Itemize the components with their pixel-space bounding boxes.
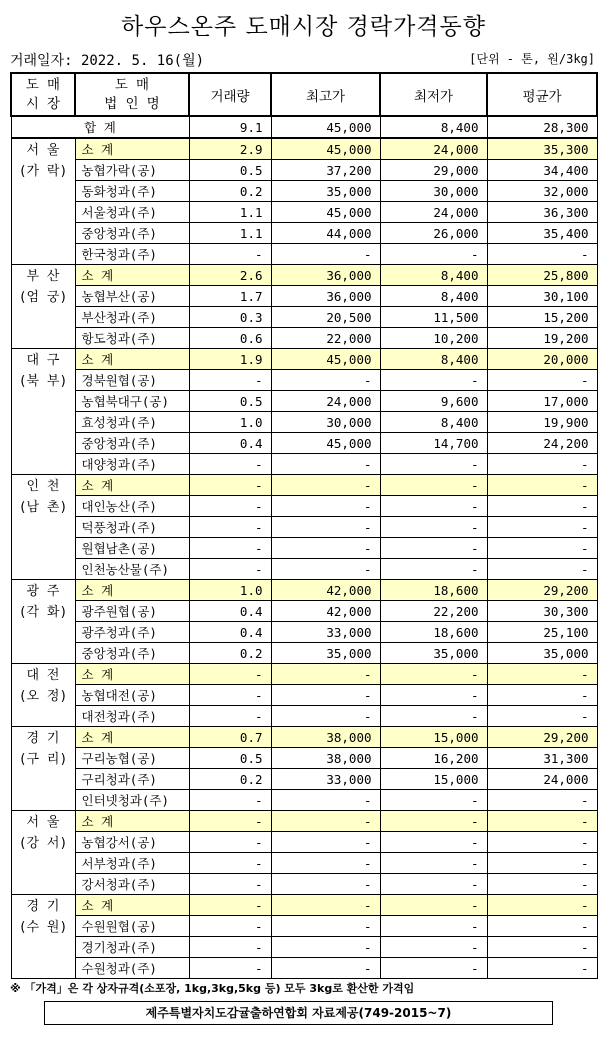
volume-cell: 0.2 xyxy=(189,181,271,202)
volume-cell: - xyxy=(189,685,271,706)
volume-cell: 1.0 xyxy=(189,412,271,433)
table-row xyxy=(11,706,597,727)
min-cell: 18,600 xyxy=(380,580,487,601)
max-cell: 30,000 xyxy=(271,412,380,433)
firm-name: 원협남촌(공) xyxy=(75,538,189,559)
firm-name: 농협가락(공) xyxy=(75,160,189,181)
max-cell: 38,000 xyxy=(271,727,380,748)
firm-name: 구리청과(주) xyxy=(75,769,189,790)
avg-cell: 24,200 xyxy=(487,433,597,454)
volume-cell: 0.2 xyxy=(189,769,271,790)
min-cell: - xyxy=(380,853,487,874)
avg-cell: - xyxy=(487,538,597,559)
header-market: 도 매 시 장 xyxy=(11,73,75,116)
avg-cell: 36,300 xyxy=(487,202,597,223)
volume-cell: - xyxy=(189,538,271,559)
market-city: 부 산 xyxy=(26,269,60,284)
volume-cell: 0.5 xyxy=(189,160,271,181)
max-cell: - xyxy=(271,937,380,958)
max-cell: - xyxy=(271,874,380,895)
total-max: 45,000 xyxy=(271,116,380,138)
max-cell: 35,000 xyxy=(271,643,380,664)
max-cell: 20,500 xyxy=(271,307,380,328)
total-label: 합 계 xyxy=(11,116,189,138)
market-name xyxy=(11,727,75,811)
table-row xyxy=(11,328,597,349)
avg-cell: 35,000 xyxy=(487,643,597,664)
min-cell: - xyxy=(380,958,487,979)
max-cell: - xyxy=(271,244,380,265)
max-cell: - xyxy=(271,895,380,916)
subtotal-row xyxy=(11,475,597,496)
avg-cell: - xyxy=(487,916,597,937)
max-cell: 37,200 xyxy=(271,160,380,181)
avg-cell: 35,300 xyxy=(487,138,597,160)
max-cell: 45,000 xyxy=(271,202,380,223)
min-cell: - xyxy=(380,517,487,538)
avg-cell: 29,200 xyxy=(487,727,597,748)
volume-cell: - xyxy=(189,958,271,979)
market-name xyxy=(11,349,75,475)
firm-name: 효성청과(주) xyxy=(75,412,189,433)
min-cell: - xyxy=(380,895,487,916)
volume-cell: 1.1 xyxy=(189,223,271,244)
avg-cell: - xyxy=(487,958,597,979)
table-row xyxy=(11,958,597,979)
market-name xyxy=(11,811,75,895)
subtotal-row xyxy=(11,895,597,916)
avg-cell: 30,300 xyxy=(487,601,597,622)
avg-cell: - xyxy=(487,811,597,832)
min-cell: 22,200 xyxy=(380,601,487,622)
avg-cell: - xyxy=(487,706,597,727)
min-cell: - xyxy=(380,916,487,937)
volume-cell: - xyxy=(189,874,271,895)
firm-name: 농협북대구(공) xyxy=(75,391,189,412)
min-cell: 18,600 xyxy=(380,622,487,643)
footnote: ※ 「가격」은 각 상자규격(소포장, 1kg,3kg,5kg 등) 모두 3kg로 환산한 가격임 xyxy=(10,982,415,995)
table-row xyxy=(11,202,597,223)
min-cell: 29,000 xyxy=(380,160,487,181)
unit-label: [단위 - 톤, 원/3kg] xyxy=(469,52,595,66)
volume-cell: - xyxy=(189,937,271,958)
market-city: 대 전 xyxy=(26,668,60,683)
max-cell: 36,000 xyxy=(271,286,380,307)
total-volume: 9.1 xyxy=(189,116,271,138)
min-cell: 9,600 xyxy=(380,391,487,412)
market-city: 경 기 xyxy=(26,731,60,746)
table-row xyxy=(11,412,597,433)
firm-name: 대인농산(주) xyxy=(75,496,189,517)
max-cell: 42,000 xyxy=(271,601,380,622)
table-row xyxy=(11,643,597,664)
max-cell: - xyxy=(271,475,380,496)
subtotal-row xyxy=(11,349,597,370)
table-row xyxy=(11,622,597,643)
source-credit: 제주특별자치도감귤출하연합회 자료제공(749-2015~7) xyxy=(44,1001,553,1025)
market-city: 대 구 xyxy=(26,353,60,368)
avg-cell: - xyxy=(487,790,597,811)
firm-name: 부산청과(주) xyxy=(75,307,189,328)
table-row xyxy=(11,538,597,559)
avg-cell: 19,900 xyxy=(487,412,597,433)
volume-cell: - xyxy=(189,664,271,685)
firm-name: 소 계 xyxy=(75,664,189,685)
firm-name: 광주원협(공) xyxy=(75,601,189,622)
min-cell: 15,000 xyxy=(380,769,487,790)
min-cell: - xyxy=(380,454,487,475)
firm-name: 소 계 xyxy=(75,349,189,370)
header-min: 최저가 xyxy=(380,73,487,116)
volume-cell: - xyxy=(189,916,271,937)
min-cell: - xyxy=(380,370,487,391)
max-cell: - xyxy=(271,811,380,832)
price-table xyxy=(10,72,598,979)
min-cell: 35,000 xyxy=(380,643,487,664)
min-cell: 14,700 xyxy=(380,433,487,454)
firm-name: 서부청과(주) xyxy=(75,853,189,874)
header-firm: 도 매 법 인 명 xyxy=(75,73,189,116)
volume-cell: - xyxy=(189,475,271,496)
avg-cell: 17,000 xyxy=(487,391,597,412)
table-row xyxy=(11,769,597,790)
market-district: (강 서) xyxy=(18,836,68,851)
market-city: 인 천 xyxy=(26,479,60,494)
table-row xyxy=(11,454,597,475)
volume-cell: - xyxy=(189,895,271,916)
volume-cell: 0.2 xyxy=(189,643,271,664)
market-city: 서 울 xyxy=(26,815,60,830)
firm-name: 대전청과(주) xyxy=(75,706,189,727)
avg-cell: 25,100 xyxy=(487,622,597,643)
total-min: 8,400 xyxy=(380,116,487,138)
market-district: (각 화) xyxy=(18,605,68,620)
avg-cell: - xyxy=(487,685,597,706)
min-cell: - xyxy=(380,811,487,832)
table-row xyxy=(11,853,597,874)
subtotal-row xyxy=(11,265,597,286)
max-cell: - xyxy=(271,664,380,685)
subtotal-row xyxy=(11,727,597,748)
firm-name: 인천농산물(주) xyxy=(75,559,189,580)
firm-name: 농협부산(공) xyxy=(75,286,189,307)
max-cell: - xyxy=(271,685,380,706)
table-row xyxy=(11,307,597,328)
header-max: 최고가 xyxy=(271,73,380,116)
min-cell: 30,000 xyxy=(380,181,487,202)
market-district: (가 락) xyxy=(18,164,68,179)
avg-cell: 31,300 xyxy=(487,748,597,769)
min-cell: - xyxy=(380,244,487,265)
firm-name: 항도청과(주) xyxy=(75,328,189,349)
table-row xyxy=(11,517,597,538)
avg-cell: 29,200 xyxy=(487,580,597,601)
market-district: (수 원) xyxy=(18,920,68,935)
min-cell: - xyxy=(380,664,487,685)
market-district: (북 부) xyxy=(18,374,68,389)
firm-name: 소 계 xyxy=(75,727,189,748)
firm-name: 서울청과(주) xyxy=(75,202,189,223)
avg-cell: 30,100 xyxy=(487,286,597,307)
volume-cell: 0.7 xyxy=(189,727,271,748)
firm-name: 농협대전(공) xyxy=(75,685,189,706)
subtotal-row xyxy=(11,664,597,685)
min-cell: 8,400 xyxy=(380,349,487,370)
volume-cell: 0.5 xyxy=(189,391,271,412)
firm-name: 대양청과(주) xyxy=(75,454,189,475)
avg-cell: - xyxy=(487,517,597,538)
total-row xyxy=(11,116,597,138)
max-cell: 38,000 xyxy=(271,748,380,769)
market-name xyxy=(11,265,75,349)
date-unit-line xyxy=(10,50,595,68)
volume-cell: 0.4 xyxy=(189,433,271,454)
volume-cell: 2.9 xyxy=(189,138,271,160)
max-cell: - xyxy=(271,790,380,811)
table-row xyxy=(11,685,597,706)
min-cell: - xyxy=(380,496,487,517)
firm-name: 소 계 xyxy=(75,811,189,832)
avg-cell: 19,200 xyxy=(487,328,597,349)
max-cell: - xyxy=(271,454,380,475)
volume-cell: 0.4 xyxy=(189,622,271,643)
avg-cell: 25,800 xyxy=(487,265,597,286)
volume-cell: 0.3 xyxy=(189,307,271,328)
avg-cell: - xyxy=(487,895,597,916)
avg-cell: - xyxy=(487,874,597,895)
firm-name: 경기청과(주) xyxy=(75,937,189,958)
market-district: (오 정) xyxy=(18,689,68,704)
avg-cell: 35,400 xyxy=(487,223,597,244)
table-row xyxy=(11,874,597,895)
header-row xyxy=(11,73,597,116)
avg-cell: - xyxy=(487,664,597,685)
volume-cell: - xyxy=(189,706,271,727)
max-cell: 44,000 xyxy=(271,223,380,244)
market-city: 광 주 xyxy=(26,584,60,599)
max-cell: 33,000 xyxy=(271,769,380,790)
market-name xyxy=(11,475,75,580)
avg-cell: - xyxy=(487,832,597,853)
min-cell: - xyxy=(380,475,487,496)
max-cell: - xyxy=(271,559,380,580)
market-city: 경 기 xyxy=(26,899,60,914)
volume-cell: 0.4 xyxy=(189,601,271,622)
avg-cell: 32,000 xyxy=(487,181,597,202)
avg-cell: 20,000 xyxy=(487,349,597,370)
volume-cell: 1.0 xyxy=(189,580,271,601)
table-row xyxy=(11,559,597,580)
min-cell: 16,200 xyxy=(380,748,487,769)
market-city: 서 울 xyxy=(26,143,60,158)
max-cell: - xyxy=(271,958,380,979)
firm-name: 한국청과(주) xyxy=(75,244,189,265)
volume-cell: - xyxy=(189,559,271,580)
table-row xyxy=(11,223,597,244)
max-cell: - xyxy=(271,496,380,517)
max-cell: - xyxy=(271,832,380,853)
volume-cell: - xyxy=(189,853,271,874)
firm-name: 소 계 xyxy=(75,580,189,601)
avg-cell: - xyxy=(487,937,597,958)
firm-name: 소 계 xyxy=(75,475,189,496)
firm-name: 중앙청과(주) xyxy=(75,223,189,244)
avg-cell: 24,000 xyxy=(487,769,597,790)
volume-cell: 1.7 xyxy=(189,286,271,307)
volume-cell: - xyxy=(189,832,271,853)
min-cell: - xyxy=(380,538,487,559)
firm-name: 강서청과(주) xyxy=(75,874,189,895)
max-cell: 35,000 xyxy=(271,181,380,202)
max-cell: - xyxy=(271,517,380,538)
table-row xyxy=(11,181,597,202)
min-cell: 24,000 xyxy=(380,138,487,160)
market-name xyxy=(11,664,75,727)
volume-cell: - xyxy=(189,244,271,265)
header-volume: 거래량 xyxy=(189,73,271,116)
min-cell: 8,400 xyxy=(380,265,487,286)
table-row xyxy=(11,370,597,391)
firm-name: 소 계 xyxy=(75,138,189,160)
volume-cell: 0.6 xyxy=(189,328,271,349)
min-cell: - xyxy=(380,559,487,580)
table-row xyxy=(11,433,597,454)
firm-name: 중앙청과(주) xyxy=(75,433,189,454)
max-cell: 45,000 xyxy=(271,138,380,160)
table-row xyxy=(11,286,597,307)
volume-cell: 0.5 xyxy=(189,748,271,769)
firm-name: 덕풍청과(주) xyxy=(75,517,189,538)
page-title: 하우스온주 도매시장 경락가격동향 xyxy=(121,14,486,40)
subtotal-row xyxy=(11,580,597,601)
avg-cell: - xyxy=(487,370,597,391)
table-row xyxy=(11,832,597,853)
min-cell: - xyxy=(380,706,487,727)
min-cell: 24,000 xyxy=(380,202,487,223)
table-row xyxy=(11,916,597,937)
volume-cell: 1.1 xyxy=(189,202,271,223)
max-cell: 22,000 xyxy=(271,328,380,349)
table-row xyxy=(11,790,597,811)
max-cell: 45,000 xyxy=(271,349,380,370)
min-cell: 8,400 xyxy=(380,412,487,433)
min-cell: 26,000 xyxy=(380,223,487,244)
min-cell: - xyxy=(380,832,487,853)
volume-cell: - xyxy=(189,496,271,517)
total-avg: 28,300 xyxy=(487,116,597,138)
min-cell: - xyxy=(380,874,487,895)
avg-cell: 15,200 xyxy=(487,307,597,328)
max-cell: 42,000 xyxy=(271,580,380,601)
min-cell: 15,000 xyxy=(380,727,487,748)
table-row xyxy=(11,160,597,181)
min-cell: 11,500 xyxy=(380,307,487,328)
avg-cell: - xyxy=(487,244,597,265)
volume-cell: 2.6 xyxy=(189,265,271,286)
max-cell: - xyxy=(271,538,380,559)
volume-cell: - xyxy=(189,517,271,538)
firm-name: 수원원협(공) xyxy=(75,916,189,937)
volume-cell: - xyxy=(189,790,271,811)
max-cell: - xyxy=(271,916,380,937)
max-cell: - xyxy=(271,853,380,874)
volume-cell: - xyxy=(189,811,271,832)
min-cell: 8,400 xyxy=(380,286,487,307)
volume-cell: 1.9 xyxy=(189,349,271,370)
avg-cell: - xyxy=(487,454,597,475)
avg-cell: - xyxy=(487,496,597,517)
min-cell: - xyxy=(380,937,487,958)
min-cell: 10,200 xyxy=(380,328,487,349)
firm-name: 인터넷청과(주) xyxy=(75,790,189,811)
firm-name: 수원청과(주) xyxy=(75,958,189,979)
max-cell: 45,000 xyxy=(271,433,380,454)
table-row xyxy=(11,937,597,958)
avg-cell: - xyxy=(487,475,597,496)
avg-cell: - xyxy=(487,559,597,580)
max-cell: - xyxy=(271,706,380,727)
market-name xyxy=(11,895,75,979)
market-district: (엄 궁) xyxy=(18,290,68,305)
min-cell: - xyxy=(380,685,487,706)
firm-name: 소 계 xyxy=(75,895,189,916)
avg-cell: - xyxy=(487,853,597,874)
max-cell: 33,000 xyxy=(271,622,380,643)
avg-cell: 34,400 xyxy=(487,160,597,181)
market-name xyxy=(11,138,75,265)
table-row xyxy=(11,496,597,517)
firm-name: 소 계 xyxy=(75,265,189,286)
max-cell: 36,000 xyxy=(271,265,380,286)
volume-cell: - xyxy=(189,454,271,475)
table-row xyxy=(11,391,597,412)
max-cell: 24,000 xyxy=(271,391,380,412)
firm-name: 중앙청과(주) xyxy=(75,643,189,664)
firm-name: 구리농협(공) xyxy=(75,748,189,769)
market-district: (구 리) xyxy=(18,752,68,767)
header-avg: 평균가 xyxy=(487,73,597,116)
firm-name: 농협강서(공) xyxy=(75,832,189,853)
market-district: (남 촌) xyxy=(18,500,68,515)
trade-date: 거래일자: 2022. 5. 16(월) xyxy=(10,53,205,69)
firm-name: 동화청과(주) xyxy=(75,181,189,202)
max-cell: - xyxy=(271,370,380,391)
volume-cell: - xyxy=(189,370,271,391)
subtotal-row xyxy=(11,811,597,832)
firm-name: 광주청과(주) xyxy=(75,622,189,643)
table-row xyxy=(11,748,597,769)
subtotal-row xyxy=(11,138,597,160)
market-name xyxy=(11,580,75,664)
table-row xyxy=(11,244,597,265)
firm-name: 경북원협(공) xyxy=(75,370,189,391)
min-cell: - xyxy=(380,790,487,811)
table-row xyxy=(11,601,597,622)
